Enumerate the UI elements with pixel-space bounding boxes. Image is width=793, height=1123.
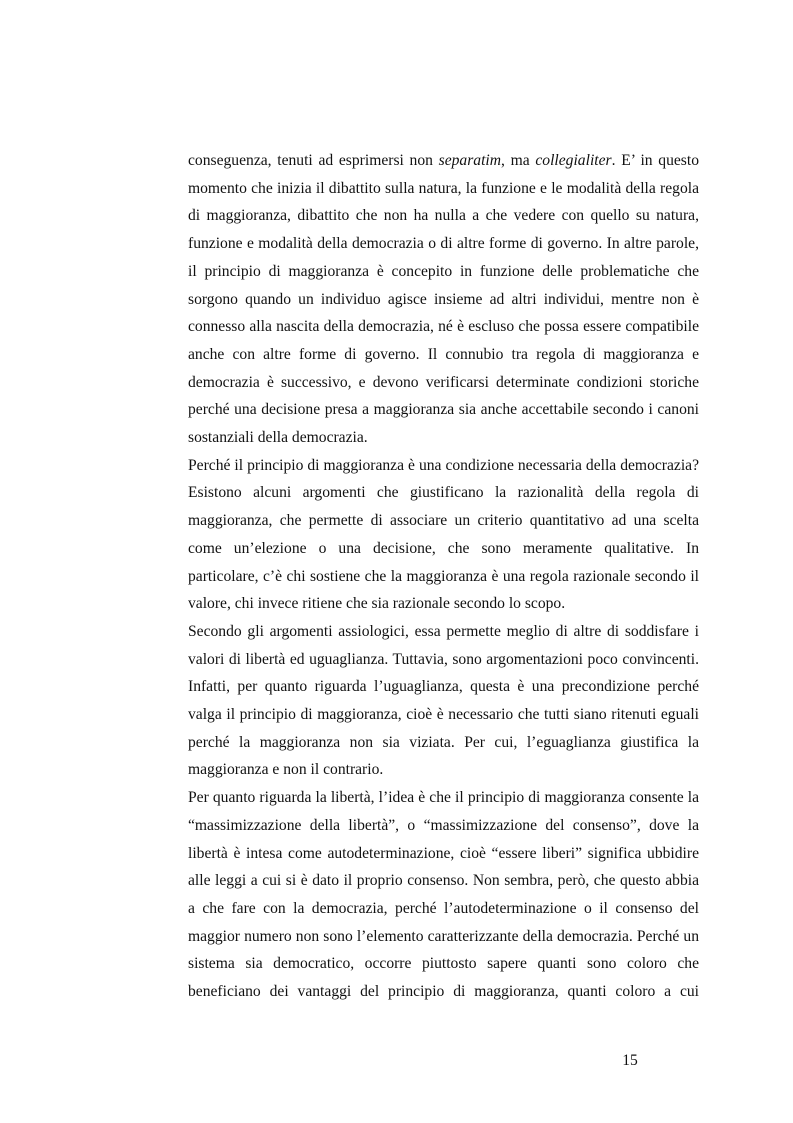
paragraph-3: Secondo gli argomenti assiologici, essa permette meglio di altre di soddisfare i valori di libertà ed uguaglianza. Tuttavia, sono argomentazioni poco convincenti. Infatti, per quanto riguarda l’uguaglianza, questa è una precondizione perché valga il principio di maggioranza, cioè è necessario che tutti siano ritenuti eguali perché la maggioranza non sia viziata. Per cui, l’eguaglianza giustifica la maggioranza e non il contrario. [188, 622, 699, 779]
page-number: 15 [622, 1052, 638, 1069]
paragraph-2: Perché il principio di maggioranza è una condizione necessaria della democrazia? Esistono alcuni argomenti che giustificano la razionalità della regola di maggioranza, che permette di associare un criterio quantitativo ad una scelta come un’elezione o una decisione, che sono meramente qualitative. In particolare, c’è chi sostiene che la maggioranza è una regola razionale secondo il valore, chi invece ritiene che sia razionale secondo lo scopo. [188, 456, 699, 613]
paragraph-4: Per quanto riguarda la libertà, l’idea è che il principio di maggioranza consente la “massimizzazione della libertà”, o “massimizzazione del consenso”, dove la libertà è intesa come autodeterminazione, cioè “essere liberi” significa ubbidire alle leggi a cui si è dato il proprio consenso. Non sembra, però, che questo abbia a che fare con la democrazia, perché l’autodeterminazione o il consenso del maggior numero non sono l’elemento caratterizzante della democrazia. Perché un sistema sia democratico, occorre piuttosto sapere quanti sono coloro che beneficiano dei vantaggi del principio di maggioranza, quanti coloro a cui [188, 789, 699, 1001]
body-text [188, 147, 699, 1006]
paragraph-1: conseguenza, tenuti ad esprimersi non separatim, ma collegialiter. E’ in questo momento che inizia il dibattito sulla natura, la funzione e le modalità della regola di maggioranza, dibattito che non ha nulla a che vedere con quello su natura, funzione e modalità della democrazia o di altre forme di governo. In altre parole, il principio di maggioranza è concepito in funzione delle problematiche che sorgono quando un individuo agisce insieme ad altri individui, mentre non è connesso alla nascita della democrazia, né è escluso che possa essere compatibile anche con altre forme di governo. Il connubio tra regola di maggioranza e democrazia è successivo, e devono verificarsi determinate condizioni storiche perché una decisione presa a maggioranza sia anche accettabile secondo i canoni sostanziali della democrazia. [188, 152, 699, 447]
